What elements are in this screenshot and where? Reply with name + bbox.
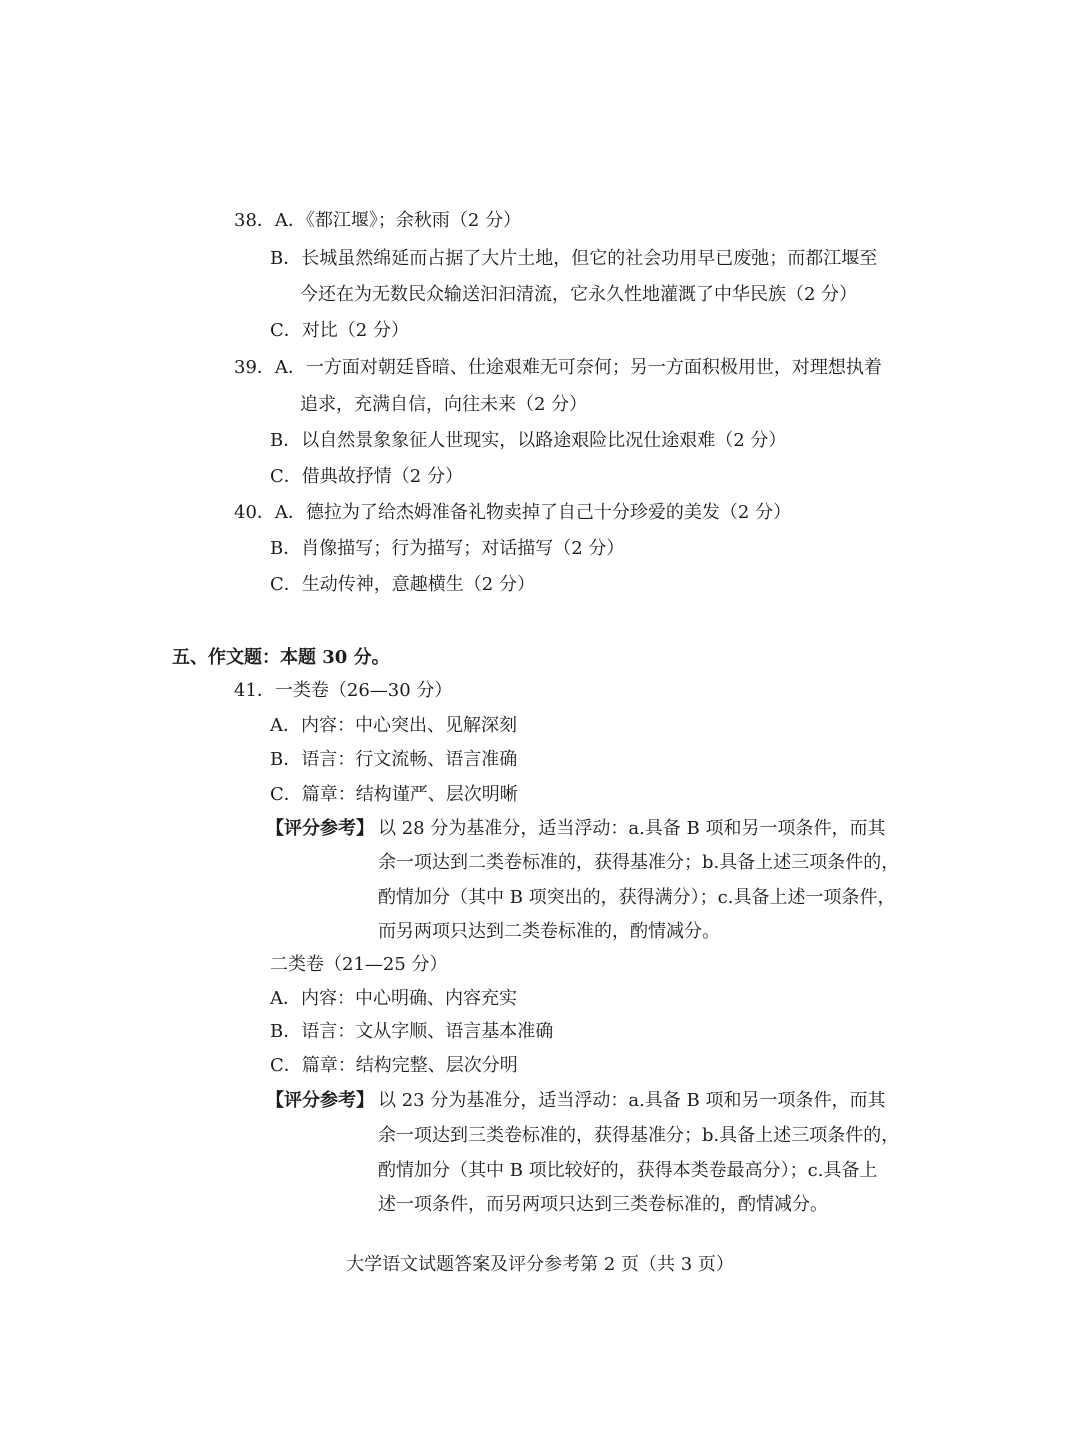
q41-level1-language: B．语言：行文流畅、语言准确 <box>270 749 518 770</box>
q41-level1-ref-line1: 以 28 分为基准分，适当浮动：a.具备 B 项和另一项条件，而其 <box>378 818 886 839</box>
q38-answer-c: C．对比（2 分） <box>270 320 409 341</box>
q41-level2-ref-line1: 以 23 分为基准分，适当浮动：a.具备 B 项和另一项条件，而其 <box>378 1090 886 1111</box>
q41-level2-language: B．语言：文从字顺、语言基本准确 <box>270 1021 554 1042</box>
q41-level2-structure: C．篇章：结构完整、层次分明 <box>270 1055 518 1076</box>
q39-answer-b: B．以自然景象象征人世现实，以路途艰险比况仕途艰难（2 分） <box>270 430 787 451</box>
q41-level1-ref-label: 【评分参考】 <box>266 818 374 839</box>
q41-level2-ref-label: 【评分参考】 <box>266 1090 374 1111</box>
q38-answer-b-line1: B．长城虽然绵延而占据了大片土地，但它的社会功用早已废弛；而都江堰至 <box>270 248 878 269</box>
page-footer: 大学语文试题答案及评分参考第 2 页（共 3 页） <box>346 1254 734 1275</box>
section5-heading: 五、作文题：本题 30 分。 <box>172 647 390 668</box>
q41-level2-ref-line4: 述一项条件，而另两项只达到三类卷标准的，酌情减分。 <box>378 1194 828 1215</box>
q38-answer-b-line2: 今还在为无数民众输送汩汩清流，它永久性地灌溉了中华民族（2 分） <box>300 284 858 305</box>
q41-level1-structure: C．篇章：结构谨严、层次明晰 <box>270 784 518 805</box>
q41-level2-content: A．内容：中心明确、内容充实 <box>270 988 517 1009</box>
q41-level1-ref-line2: 余一项达到二类卷标准的，获得基准分；b.具备上述三项条件的， <box>378 852 900 873</box>
q41-level2-ref-line2: 余一项达到三类卷标准的，获得基准分；b.具备上述三项条件的， <box>378 1125 900 1146</box>
q41-level1-ref-line3: 酌情加分（其中 B 项突出的，获得满分）；c.具备上述一项条件， <box>378 887 896 908</box>
q41-level1-content: A．内容：中心突出、见解深刻 <box>270 715 517 736</box>
q41-level1-ref-line4: 而另两项只达到二类卷标准的，酌情减分。 <box>378 921 720 942</box>
q39-answer-a-line2: 追求，充满自信，向往未来（2 分） <box>300 394 588 415</box>
q39-answer-c: C．借典故抒情（2 分） <box>270 466 463 487</box>
q40-answer-b: B．肖像描写；行为描写；对话描写（2 分） <box>270 538 625 559</box>
q40-answer-a: 40．A．德拉为了给杰姆准备礼物卖掉了自己十分珍爱的美发（2 分） <box>234 502 792 523</box>
q41-level1-title: 41．一类卷（26—30 分） <box>234 680 453 701</box>
q38-answer-a: 38．A．《都江堰》；余秋雨（2 分） <box>234 210 522 231</box>
q41-level2-title: 二类卷（21—25 分） <box>270 954 448 975</box>
q39-answer-a-line1: 39．A．一方面对朝廷昏暗、仕途艰难无可奈何；另一方面积极用世，对理想执着 <box>234 357 882 378</box>
q40-answer-c: C．生动传神，意趣横生（2 分） <box>270 574 535 595</box>
q41-level2-ref-line3: 酌情加分（其中 B 项比较好的，获得本类卷最高分）；c.具备上 <box>378 1160 878 1181</box>
